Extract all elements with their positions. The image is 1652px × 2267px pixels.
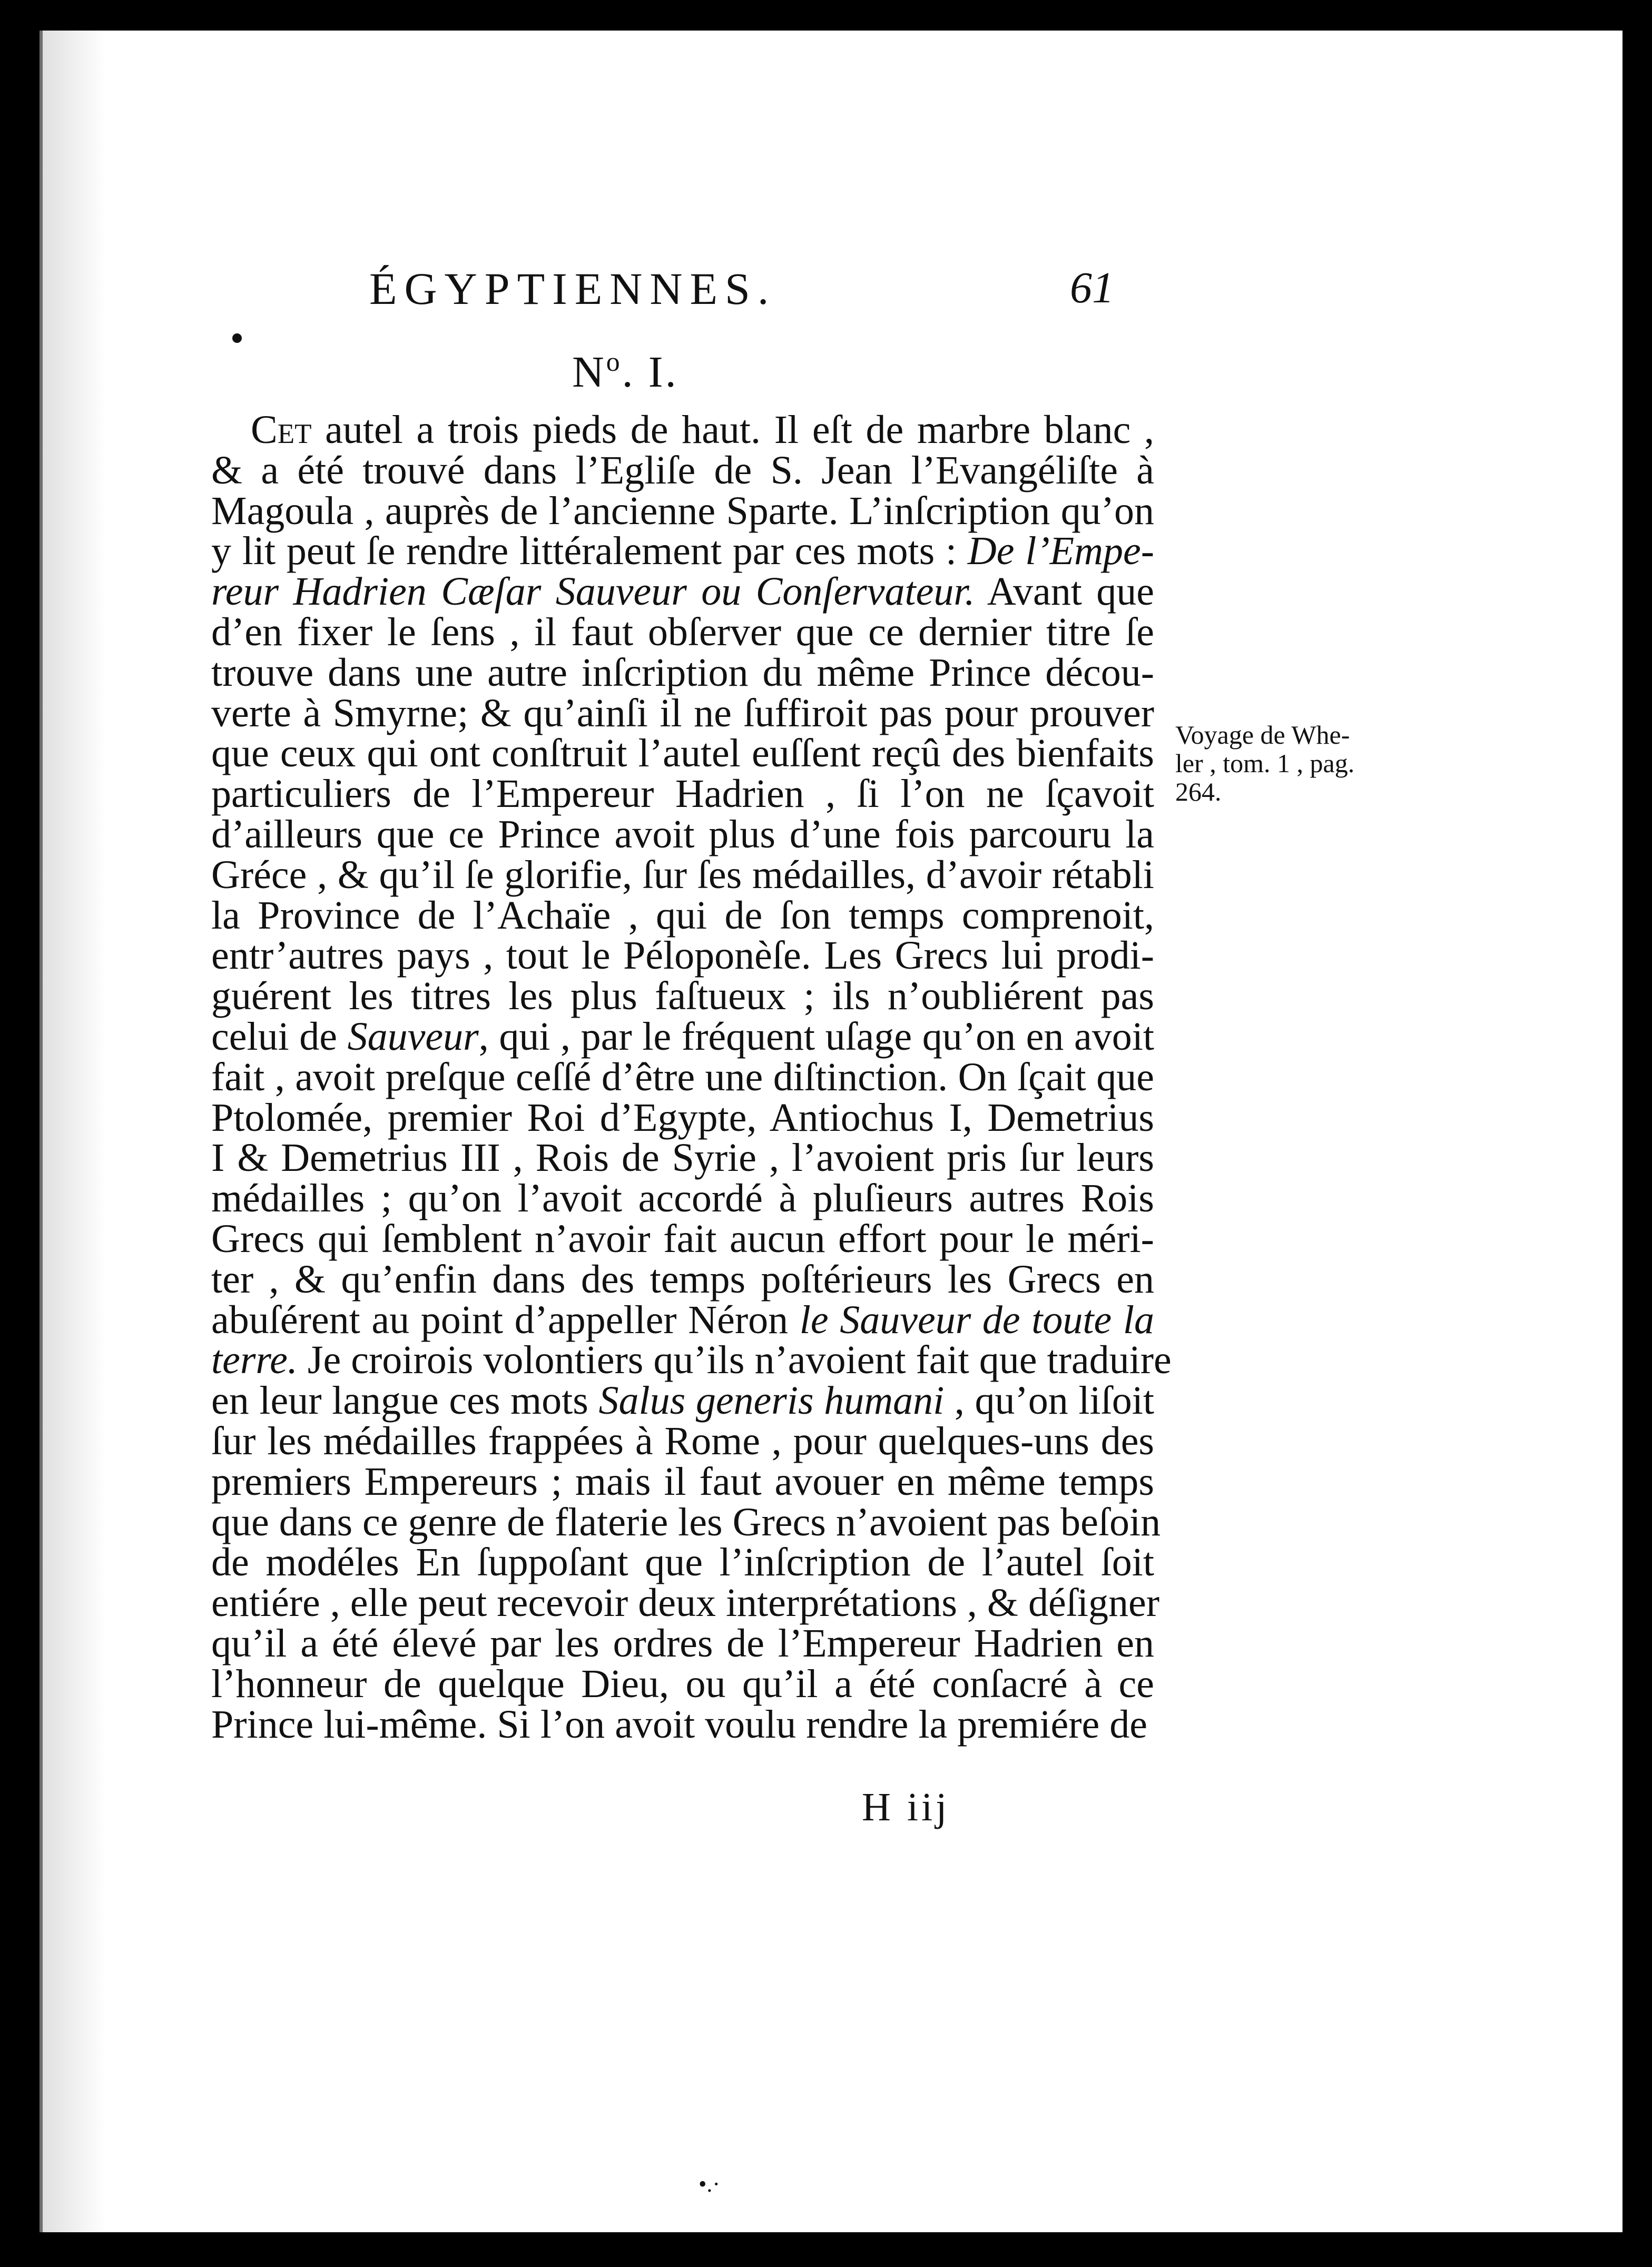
line-text: y lit peut ſe rendre littéralement par ces mots : (211, 529, 968, 574)
body-text (211, 408, 1172, 1747)
book-page (40, 31, 1622, 2232)
line-text: celui de (211, 1014, 348, 1059)
section-title-suffix: . I. (622, 348, 678, 397)
text-line (211, 1661, 1154, 1706)
italic-text: Sauveur (347, 1014, 479, 1059)
italic-text: De l’Empe- (967, 529, 1155, 574)
line-text: ter , & qu’enfin dans des temps poſtérieurs les Grecs en (211, 1257, 1154, 1302)
italic-text: reur Hadrien Cæſar Sauveur ou Conſervateur. (211, 569, 975, 614)
line-text: I & Demetrius III , Rois de Syrie , l’avoient pris ſur leurs (211, 1136, 1154, 1180)
text-line (211, 529, 1155, 574)
italic-text: terre. (211, 1338, 298, 1383)
text-line (211, 1704, 1154, 1745)
text-line (211, 1378, 1154, 1423)
signature-mark: H iij (862, 1785, 950, 1829)
text-line (211, 693, 1154, 734)
margin-note (1175, 721, 1386, 806)
text-line (211, 1095, 1154, 1140)
line-text: trouve dans une autre inſcription du même Prince décou- (211, 650, 1154, 695)
line-text: guérent les titres les plus faſtueux ; ils n’oubliérent pas (211, 974, 1154, 1019)
margin-note-line: 264. (1175, 777, 1222, 806)
text-line (211, 609, 1154, 654)
line-text: particuliers de l’Empereur Hadrien , ſi l’on ne ſçavoit (211, 772, 1154, 816)
line-text: & a été trouvé dans l’Egliſe de S. Jean l’Evangéliſte à (211, 448, 1154, 492)
line-text: Ptolomée, premier Roi d’Egypte, Antiochus I, Demetrius (211, 1095, 1154, 1140)
line-text: entr’autres pays , tout le Péloponèſe. Les Grecs lui prodi- (211, 933, 1154, 978)
text-line (211, 733, 1154, 774)
section-title-sup: o (606, 347, 622, 377)
line-text: , qu’on liſoit (944, 1378, 1154, 1423)
italic-text: le Sauveur de toute la (799, 1297, 1154, 1342)
line-text: Avant que (975, 569, 1154, 614)
line-text: que dans ce genre de flaterie les Grecs n’avoient pas beſoin (211, 1500, 1161, 1544)
line-text: l’honneur de quelque Dieu, ou qu’il a été conſacré à ce (211, 1661, 1154, 1706)
line-text: d’ailleurs que ce Prince avoit plus d’une fois parcouru la (211, 812, 1154, 856)
gutter-shadow (43, 31, 106, 2232)
text-line (211, 650, 1154, 695)
text-line (211, 571, 1154, 612)
text-line (211, 852, 1154, 897)
text-line (211, 1178, 1154, 1219)
page-number: 61 (1070, 263, 1114, 312)
section-title (572, 347, 678, 398)
text-line (211, 976, 1154, 1017)
line-text: fait , avoit preſque ceſſé d’être une diſtinction. On ſçait que (211, 1054, 1154, 1099)
text-line (211, 450, 1154, 491)
text-line (211, 1014, 1154, 1059)
text-line (211, 1216, 1154, 1261)
line-text: Grecs qui ſemblent n’avoir fait aucun effort pour le méri- (211, 1216, 1154, 1261)
text-line (211, 1138, 1154, 1178)
text-line (211, 895, 1154, 936)
line-text: que ceux qui ont conſtruit l’autel euſſent reçû des bienfaits (211, 731, 1154, 776)
line-text: premiers Empereurs ; mais il faut avouer en même temps (211, 1459, 1154, 1504)
line-text: verte à Smyrne; & qu’ainſi il ne ſuffiroit pas pour prouver (211, 691, 1154, 735)
text-line (211, 814, 1154, 855)
opening-small-caps: Cet (251, 408, 312, 452)
text-line (211, 488, 1154, 533)
text-line (211, 1623, 1154, 1664)
line-text: autel a trois pieds de haut. Il eſt de marbre blanc , (311, 408, 1154, 452)
ink-speck (232, 333, 242, 343)
line-text: Gréce , & qu’il ſe glorifie, ſur ſes médailles, d’avoir rétabli (211, 852, 1154, 897)
margin-note-line: Voyage de Whe- (1175, 720, 1350, 750)
text-line (211, 1418, 1154, 1463)
text-line (211, 1338, 1172, 1383)
line-text: , qui , par le fréquent uſage qu’on en avoit (478, 1014, 1154, 1059)
margin-note-line: ler , tom. 1 , pag. (1175, 748, 1355, 778)
text-line (211, 774, 1154, 814)
line-text: ſur les médailles frappées à Rome , pour quelques-uns des (211, 1418, 1154, 1463)
text-line (211, 935, 1154, 976)
text-line (211, 1459, 1154, 1504)
text-line (211, 1054, 1154, 1099)
line-text: Prince lui-même. Si l’on avoit voulu rendre la premiére de (211, 1702, 1147, 1747)
text-line (211, 1500, 1161, 1544)
line-text: qu’il a été élevé par les ordres de l’Empereur Hadrien en (211, 1621, 1154, 1665)
section-title-prefix: N (572, 348, 606, 397)
text-line (211, 410, 1154, 450)
line-text: Magoula , auprès de l’ancienne Sparte. L’inſcription qu’on (211, 488, 1154, 533)
text-line (211, 1581, 1160, 1625)
line-text: de modéles En ſuppoſant que l’inſcription de l’autel ſoit (211, 1540, 1154, 1585)
line-text: entiére , elle peut recevoir deux interprétations , & déſigner (211, 1581, 1160, 1625)
text-line (211, 1259, 1154, 1300)
italic-text: Salus generis humani (598, 1378, 945, 1423)
text-line (211, 1542, 1154, 1583)
bottom-mark: •.· (699, 2171, 721, 2197)
line-text: Je croirois volontiers qu’ils n’avoient fait que traduire (297, 1338, 1172, 1383)
text-line (211, 1297, 1154, 1342)
line-text: la Province de l’Achaïe , qui de ſon temps comprenoit, (211, 893, 1154, 938)
line-text: d’en fixer le ſens , il faut obſerver que ce dernier titre ſe (211, 609, 1154, 654)
line-text: médailles ; qu’on l’avoit accordé à pluſieurs autres Rois (211, 1176, 1154, 1221)
line-text: en leur langue ces mots (211, 1378, 599, 1423)
running-head: ÉGYPTIENNES. (369, 263, 776, 314)
line-text: abuſérent au point d’appeller Néron (211, 1297, 800, 1342)
